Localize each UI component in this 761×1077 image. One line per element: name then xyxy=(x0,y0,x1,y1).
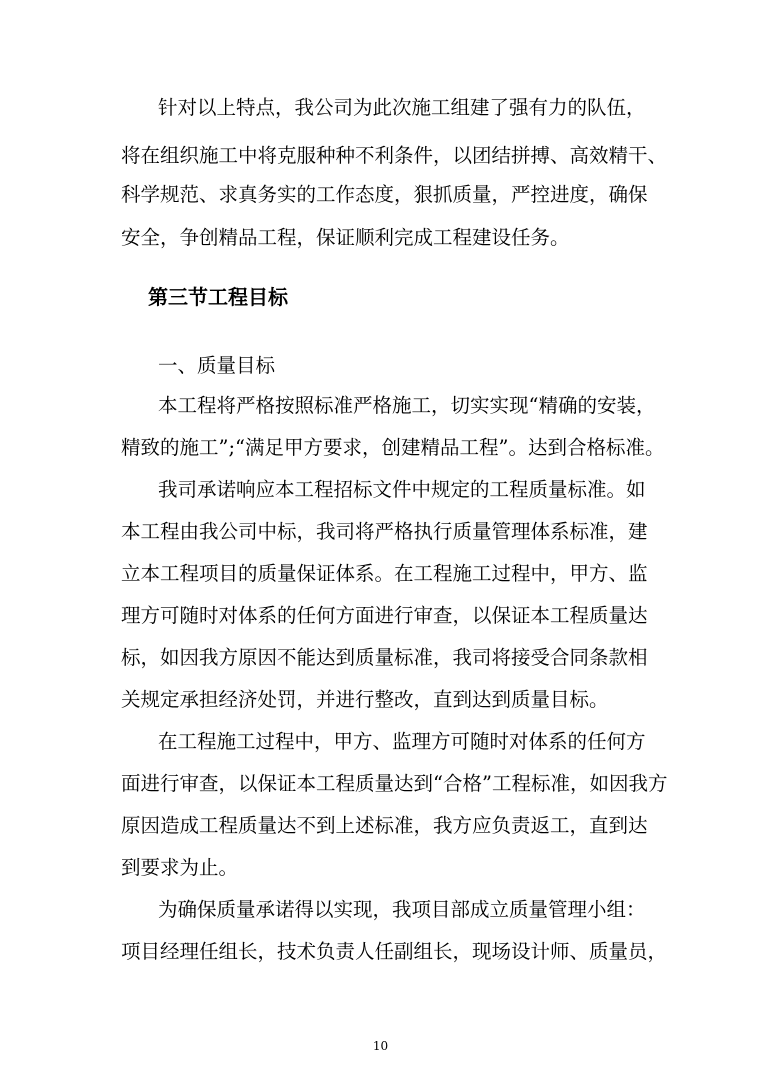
paragraph-line: 到要求为止。 xyxy=(121,856,239,879)
paragraph-line: 我司承诺响应本工程招标文件中规定的工程质量标准。如 xyxy=(158,478,646,501)
paragraph-line: 为确保质量承诺得以实现，我项目部成立质量管理小组： xyxy=(158,898,646,921)
paragraph-line: 原因造成工程质量达不到上述标准，我方应负责返工，直到达 xyxy=(121,814,648,837)
paragraph-line: 项目经理任组长，技术负责人任副组长，现场设计师、质量员， xyxy=(121,940,668,963)
paragraph-line: 精致的施工”;“满足甲方要求，创建精品工程”。达到合格标准。 xyxy=(121,436,665,459)
paragraph-line: 理方可随时对体系的任何方面进行审查，以保证本工程质量达 xyxy=(121,604,648,627)
subsection-title: 一、质量目标 xyxy=(158,354,276,377)
paragraph-line: 面进行审查，以保证本工程质量达到“合格”工程标准，如因我方 xyxy=(121,772,668,795)
paragraph-line: 安全，争创精品工程，保证顺利完成工程建设任务。 xyxy=(121,226,570,249)
paragraph-line: 关规定承担经济处罚，并进行整改，直到达到质量目标。 xyxy=(121,688,609,711)
paragraph-line: 针对以上特点，我公司为此次施工组建了强有力的队伍， xyxy=(158,96,646,119)
paragraph-line: 在工程施工过程中，甲方、监理方可随时对体系的任何方 xyxy=(158,730,646,753)
paragraph-line: 本工程由我公司中标，我司将严格执行质量管理体系标准，建 xyxy=(121,520,648,543)
paragraph-line: 科学规范、求真务实的工作态度，狠抓质量，严控进度，确保 xyxy=(121,183,648,206)
paragraph-line: 将在组织施工中将克服种种不利条件，以团结拼搏、高效精干、 xyxy=(121,144,668,167)
paragraph-line: 本工程将严格按照标准严格施工，切实实现“精确的安装， xyxy=(158,394,656,417)
paragraph-line: 立本工程项目的质量保证体系。在工程施工过程中，甲方、监 xyxy=(121,562,648,585)
page-number: 10 xyxy=(372,1039,389,1053)
paragraph-line: 标，如因我方原因不能达到质量标准，我司将接受合同条款相 xyxy=(121,646,648,669)
section-title: 第三节工程目标 xyxy=(148,285,288,309)
